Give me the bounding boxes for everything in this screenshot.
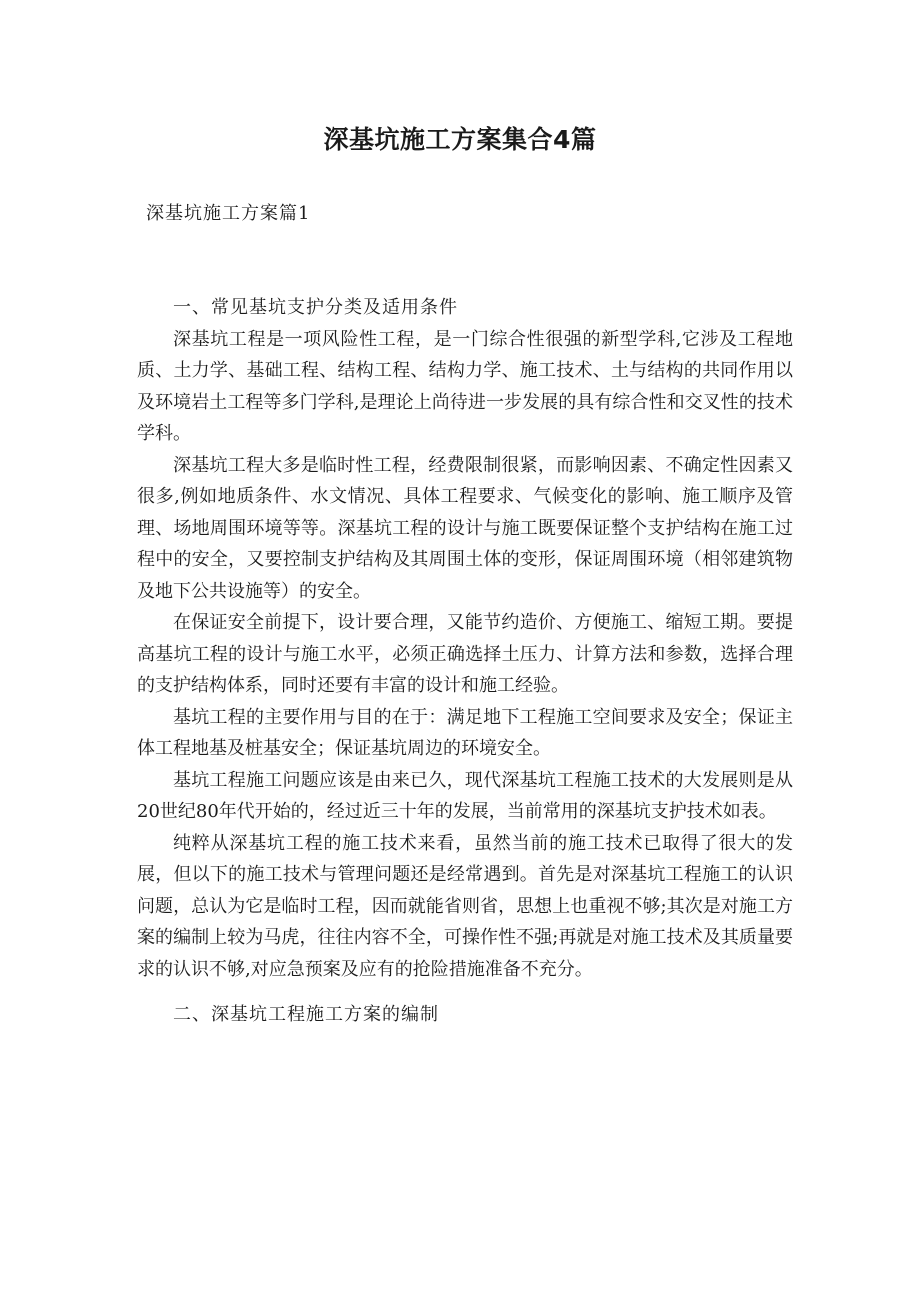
paragraph-2: 深基坑工程大多是临时性工程，经费限制很紧，而影响因素、不确定性因素又很多,例如地质条件、水文情况、具体工程要求、气候变化的影响、施工顺序及管理、场地周围环境等等。深基坑工程的设计与施工既要保证整个支护结构在施工过程中的安全，又要控制支护结构及其周围土体的变形，保证周围环境（相邻建筑物及地下公共设施等）的安全。 [137, 454, 793, 602]
paragraph-4: 基坑工程的主要作用与目的在于：满足地下工程施工空间要求及安全；保证主体工程地基及桩基安全；保证基坑周边的环境安全。 [137, 706, 793, 759]
section-heading-2: 二、深基坑工程施工方案的编制 [173, 1004, 439, 1025]
document-body [137, 292, 793, 1031]
article-title: 深基坑施工方案篇1 [146, 203, 311, 224]
section-spacer [137, 985, 793, 999]
paragraph-5: 基坑工程施工问题应该是由来已久，现代深基坑工程施工技术的大发展则是从20世纪80年代开始的，经过近三十年的发展，当前常用的深基坑支护技术如表。 [137, 769, 793, 822]
paragraph-1: 深基坑工程是一项风险性工程，是一门综合性很强的新型学科,它涉及工程地质、土力学、基础工程、结构工程、结构力学、施工技术、土与结构的共同作用以及环境岩土工程等多门学科,是理论上尚待进一步发展的具有综合性和交叉性的技术学科。 [137, 328, 793, 444]
paragraph-3: 在保证安全前提下，设计要合理，又能节约造价、方便施工、缩短工期。要提高基坑工程的设计与施工水平，必须正确选择土压力、计算方法和参数，选择合理的支护结构体系，同时还要有丰富的设计和施工经验。 [137, 612, 793, 696]
document-title: 深基坑施工方案集合4篇 [323, 125, 597, 154]
paragraph-6: 纯粹从深基坑工程的施工技术来看，虽然当前的施工技术已取得了很大的发展，但以下的施工技术与管理问题还是经常遇到。首先是对深基坑工程施工的认识问题，总认为它是临时工程，因而就能省则省，思想上也重视不够;其次是对施工方案的编制上较为马虎，往往内容不全，可操作性不强;再就是对施工技术及其质量要求的认识不够,对应急预案及应有的抢险措施准备不充分。 [137, 832, 793, 980]
section-heading-1: 一、常见基坑支护分类及适用条件 [173, 297, 458, 318]
